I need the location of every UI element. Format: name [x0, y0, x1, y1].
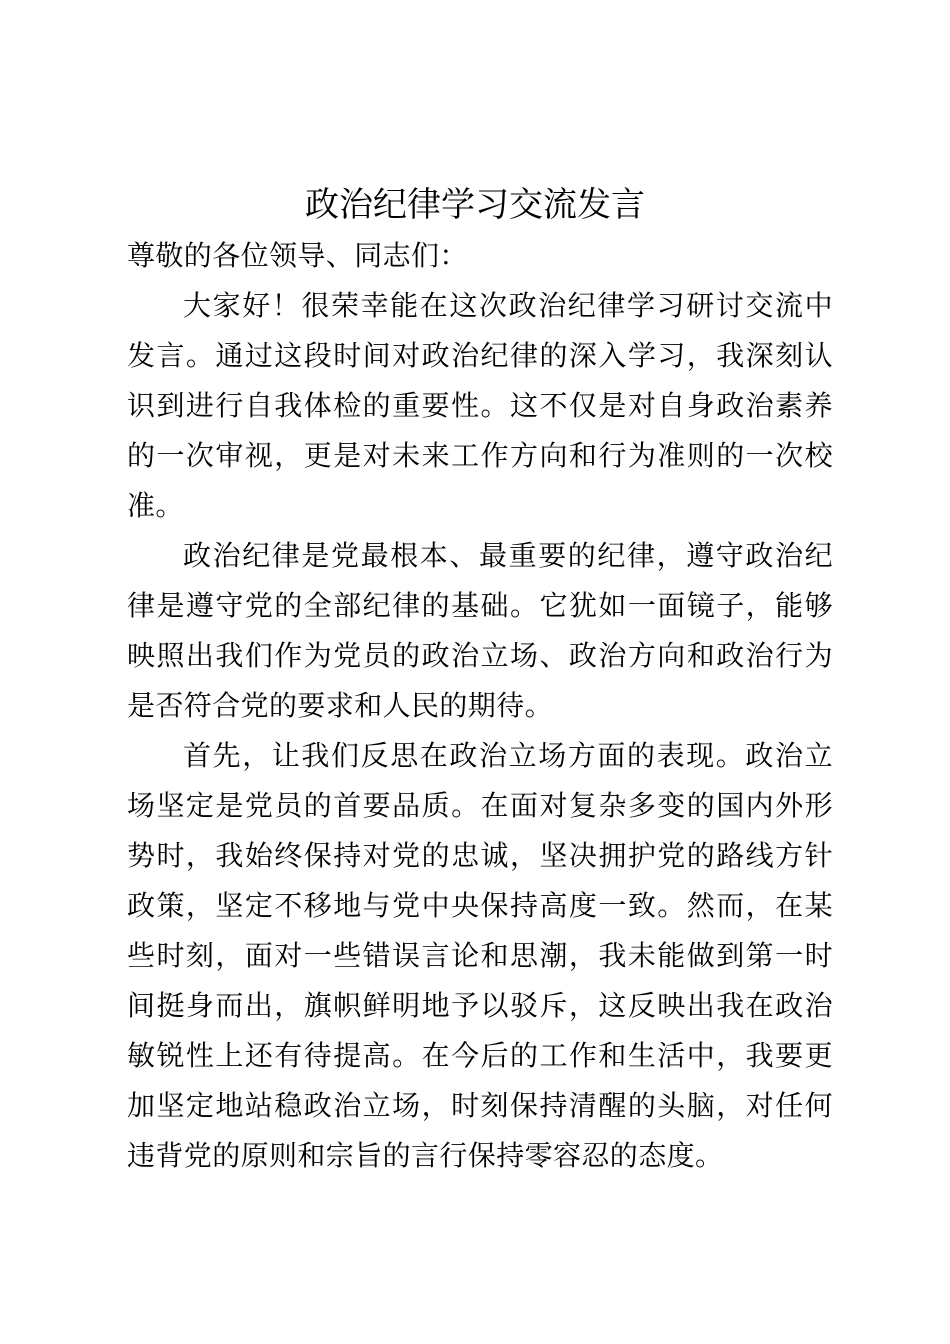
paragraph-3: 首先，让我们反思在政治立场方面的表现。政治立场坚定是党员的首要品质。在面对复杂多变的国内外形势时，我始终保持对党的忠诚，坚决拥护党的路线方针政策，坚定不移地与党中央保持高度一致。然而，在某些时刻，面对一些错误言论和思潮，我未能做到第一时间挺身而出，旗帜鲜明地予以驳斥，这反映出我在政治敏锐性上还有待提高。在今后的工作和生活中，我要更加坚定地站稳政治立场，时刻保持清醒的头脑，对任何违背党的原则和宗旨的言行保持零容忍的态度。	[127, 739, 833, 1172]
document-title: 政治纪律学习交流发言	[305, 185, 645, 225]
paragraph-2: 政治纪律是党最根本、最重要的纪律，遵守政治纪律是遵守党的全部纪律的基础。它犹如一面镜子，能够映照出我们作为党员的政治立场、政治方向和政治行为是否符合党的要求和人民的期待。	[127, 539, 833, 722]
salutation: 尊敬的各位领导、同志们：	[127, 239, 468, 272]
document-body	[127, 231, 833, 1181]
paragraph-1: 大家好！很荣幸能在这次政治纪律学习研讨交流中发言。通过这段时间对政治纪律的深入学习，我深刻认识到进行自我体检的重要性。这不仅是对自身政治素养的一次审视，更是对未来工作方向和行为准则的一次校准。	[127, 289, 833, 522]
